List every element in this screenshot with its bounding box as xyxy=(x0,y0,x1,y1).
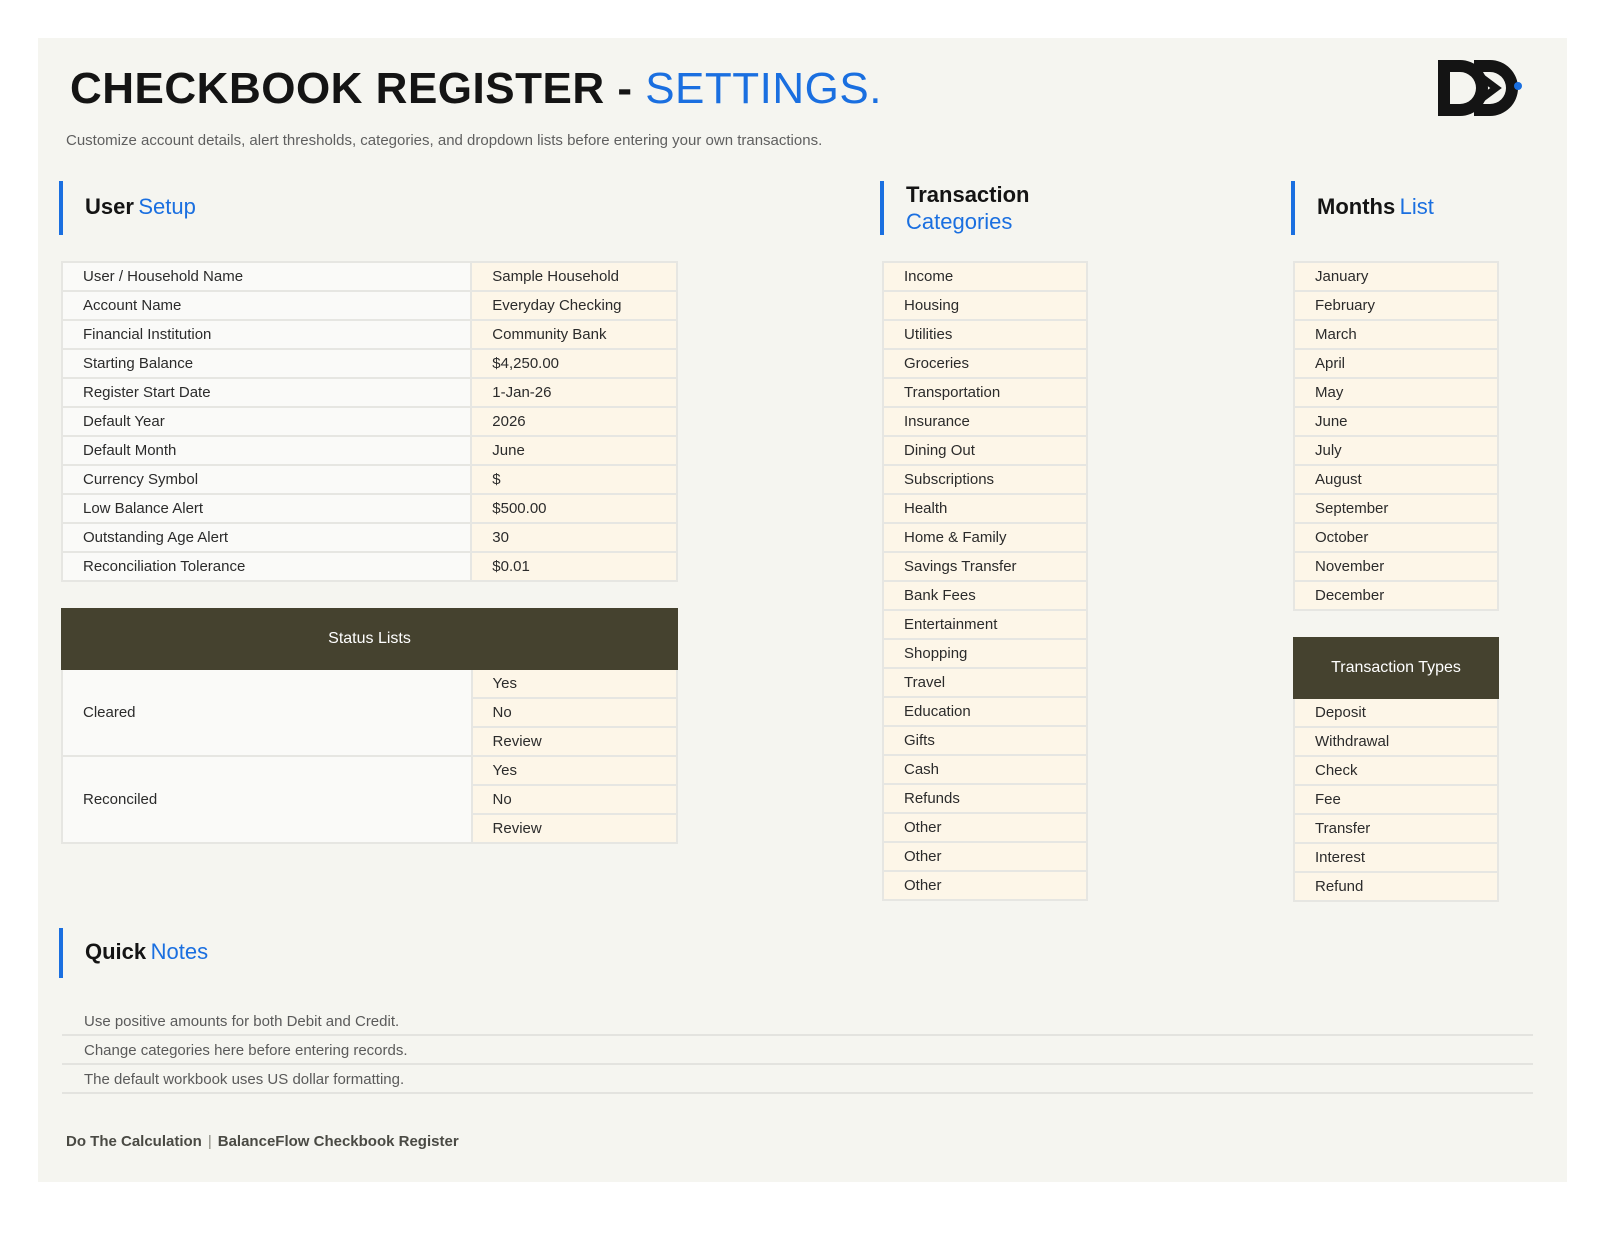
category-row xyxy=(883,668,1087,697)
months-heading xyxy=(1291,181,1434,235)
category-row xyxy=(883,697,1087,726)
category-field[interactable]: Savings Transfer xyxy=(883,552,1087,581)
transaction-types-heading: Transaction Types xyxy=(1294,638,1498,698)
month-field[interactable]: October xyxy=(1294,523,1498,552)
category-field[interactable]: Dining Out xyxy=(883,436,1087,465)
page-subtitle: Customize account details, alert thresholds, categories, and dropdown lists before entering your own transactions. xyxy=(66,132,823,149)
status-option-field[interactable]: Review xyxy=(472,727,677,756)
category-field[interactable]: Home & Family xyxy=(883,523,1087,552)
status-option-field[interactable]: No xyxy=(472,698,677,727)
month-row xyxy=(1294,291,1498,320)
month-row xyxy=(1294,349,1498,378)
setting-row xyxy=(62,465,677,494)
category-field[interactable]: Insurance xyxy=(883,407,1087,436)
quick-notes-heading xyxy=(59,928,208,978)
setting-row xyxy=(62,262,677,291)
transaction-type-field[interactable]: Check xyxy=(1294,756,1498,785)
category-row xyxy=(883,842,1087,871)
setting-label: Low Balance Alert xyxy=(62,494,471,523)
setting-label: Account Name xyxy=(62,291,471,320)
setting-value-field[interactable]: $0.01 xyxy=(471,552,677,581)
setting-row xyxy=(62,552,677,581)
page-title xyxy=(70,64,882,114)
footer-product: BalanceFlow Checkbook Register xyxy=(217,1133,459,1150)
categories-heading-light: Categories xyxy=(906,209,1013,234)
status-option-field[interactable]: Review xyxy=(472,814,677,843)
category-field[interactable]: Income xyxy=(883,262,1087,291)
status-option-field[interactable]: No xyxy=(472,785,677,814)
status-group-label: Reconciled xyxy=(62,756,472,843)
month-row xyxy=(1294,407,1498,436)
month-field[interactable]: January xyxy=(1294,262,1498,291)
month-row xyxy=(1294,552,1498,581)
setting-row xyxy=(62,349,677,378)
user-setup-heading-strong: User xyxy=(85,194,134,219)
status-option-row xyxy=(62,756,677,785)
category-field[interactable]: Entertainment xyxy=(883,610,1087,639)
month-row xyxy=(1294,378,1498,407)
setting-value-field[interactable]: Everyday Checking xyxy=(471,291,677,320)
category-row xyxy=(883,871,1087,900)
category-field[interactable]: Health xyxy=(883,494,1087,523)
transaction-type-field[interactable]: Interest xyxy=(1294,843,1498,872)
month-field[interactable]: February xyxy=(1294,291,1498,320)
user-setup-heading xyxy=(59,181,196,235)
category-field[interactable]: Education xyxy=(883,697,1087,726)
transaction-type-row xyxy=(1294,785,1498,814)
category-row xyxy=(883,784,1087,813)
setting-label: Reconciliation Tolerance xyxy=(62,552,471,581)
month-field[interactable]: July xyxy=(1294,436,1498,465)
category-field[interactable]: Other xyxy=(883,842,1087,871)
quick-notes-heading-strong: Quick xyxy=(85,939,147,964)
category-field[interactable]: Refunds xyxy=(883,784,1087,813)
transaction-type-row xyxy=(1294,872,1498,901)
transaction-type-row xyxy=(1294,698,1498,727)
setting-value-field[interactable]: 2026 xyxy=(471,407,677,436)
user-setup-table xyxy=(61,261,678,582)
month-row xyxy=(1294,523,1498,552)
transaction-type-field[interactable]: Transfer xyxy=(1294,814,1498,843)
setting-row xyxy=(62,320,677,349)
categories-heading-strong: Transaction xyxy=(906,182,1030,207)
quick-notes-heading-light: Notes xyxy=(150,939,209,964)
category-row xyxy=(883,320,1087,349)
category-field[interactable]: Gifts xyxy=(883,726,1087,755)
month-field[interactable]: December xyxy=(1294,581,1498,610)
category-field[interactable]: Other xyxy=(883,813,1087,842)
category-row xyxy=(883,639,1087,668)
month-row xyxy=(1294,262,1498,291)
setting-row xyxy=(62,291,677,320)
transaction-type-field[interactable]: Deposit xyxy=(1294,698,1498,727)
transaction-type-field[interactable]: Refund xyxy=(1294,872,1498,901)
title-accent: SETTINGS. xyxy=(645,64,882,113)
quick-note-item: The default workbook uses US dollar formatting. xyxy=(62,1065,1533,1094)
category-field[interactable]: Utilities xyxy=(883,320,1087,349)
setting-row xyxy=(62,407,677,436)
setting-row xyxy=(62,436,677,465)
category-field[interactable]: Travel xyxy=(883,668,1087,697)
category-row xyxy=(883,523,1087,552)
category-row xyxy=(883,262,1087,291)
category-field[interactable]: Cash xyxy=(883,755,1087,784)
setting-value-field[interactable]: June xyxy=(471,436,677,465)
dtc-logo-icon xyxy=(1434,56,1526,120)
quick-note-item: Use positive amounts for both Debit and Credit. xyxy=(62,1007,1533,1036)
status-option-row xyxy=(62,669,677,698)
month-row xyxy=(1294,581,1498,610)
status-option-field[interactable]: Yes xyxy=(472,669,677,698)
months-heading-strong: Months xyxy=(1317,194,1396,219)
transaction-type-row xyxy=(1294,756,1498,785)
month-field[interactable]: September xyxy=(1294,494,1498,523)
category-field[interactable]: Shopping xyxy=(883,639,1087,668)
setting-value-field[interactable]: 30 xyxy=(471,523,677,552)
footer-separator: | xyxy=(207,1133,212,1150)
months-table xyxy=(1293,261,1499,611)
category-row xyxy=(883,552,1087,581)
setting-value-field[interactable]: Community Bank xyxy=(471,320,677,349)
status-lists-heading: Status Lists xyxy=(62,609,677,669)
category-row xyxy=(883,349,1087,378)
category-row xyxy=(883,726,1087,755)
setting-label: Starting Balance xyxy=(62,349,471,378)
user-setup-heading-light: Setup xyxy=(138,194,196,219)
footer xyxy=(66,1133,459,1150)
category-row xyxy=(883,610,1087,639)
categories-heading xyxy=(880,181,1029,235)
setting-value-field[interactable]: Sample Household xyxy=(471,262,677,291)
quick-note-item: Change categories here before entering records. xyxy=(62,1036,1533,1065)
category-row xyxy=(883,291,1087,320)
category-row xyxy=(883,755,1087,784)
transaction-type-row xyxy=(1294,843,1498,872)
transaction-type-field[interactable]: Withdrawal xyxy=(1294,727,1498,756)
category-row xyxy=(883,813,1087,842)
month-row xyxy=(1294,320,1498,349)
month-field[interactable]: June xyxy=(1294,407,1498,436)
footer-brand: Do The Calculation xyxy=(66,1133,202,1150)
transaction-types-table xyxy=(1293,637,1499,902)
month-field[interactable]: May xyxy=(1294,378,1498,407)
category-row xyxy=(883,436,1087,465)
quick-notes-list xyxy=(62,1007,1533,1094)
category-row xyxy=(883,494,1087,523)
month-field[interactable]: April xyxy=(1294,349,1498,378)
status-group-label: Cleared xyxy=(62,669,472,756)
months-heading-light: List xyxy=(1399,194,1434,219)
category-row xyxy=(883,465,1087,494)
category-field[interactable]: Transportation xyxy=(883,378,1087,407)
setting-label: Default Year xyxy=(62,407,471,436)
category-field[interactable]: Other xyxy=(883,871,1087,900)
transaction-type-field[interactable]: Fee xyxy=(1294,785,1498,814)
setting-row xyxy=(62,378,677,407)
category-row xyxy=(883,407,1087,436)
setting-label: User / Household Name xyxy=(62,262,471,291)
category-field[interactable]: Bank Fees xyxy=(883,581,1087,610)
categories-table xyxy=(882,261,1088,901)
setting-label: Currency Symbol xyxy=(62,465,471,494)
transaction-type-row xyxy=(1294,814,1498,843)
transaction-type-row xyxy=(1294,727,1498,756)
setting-value-field[interactable]: 1-Jan-26 xyxy=(471,378,677,407)
setting-label: Default Month xyxy=(62,436,471,465)
setting-row xyxy=(62,494,677,523)
category-field[interactable]: Groceries xyxy=(883,349,1087,378)
category-field[interactable]: Housing xyxy=(883,291,1087,320)
status-lists-table xyxy=(61,608,678,844)
setting-value-field[interactable]: $4,250.00 xyxy=(471,349,677,378)
month-row xyxy=(1294,436,1498,465)
month-row xyxy=(1294,465,1498,494)
setting-row xyxy=(62,523,677,552)
category-row xyxy=(883,581,1087,610)
month-row xyxy=(1294,494,1498,523)
setting-label: Financial Institution xyxy=(62,320,471,349)
category-row xyxy=(883,378,1087,407)
month-field[interactable]: March xyxy=(1294,320,1498,349)
setting-label: Register Start Date xyxy=(62,378,471,407)
category-field[interactable]: Subscriptions xyxy=(883,465,1087,494)
setting-value-field[interactable]: $500.00 xyxy=(471,494,677,523)
status-option-field[interactable]: Yes xyxy=(472,756,677,785)
month-field[interactable]: November xyxy=(1294,552,1498,581)
title-main: CHECKBOOK REGISTER - xyxy=(70,64,646,113)
month-field[interactable]: August xyxy=(1294,465,1498,494)
setting-label: Outstanding Age Alert xyxy=(62,523,471,552)
setting-value-field[interactable]: $ xyxy=(471,465,677,494)
